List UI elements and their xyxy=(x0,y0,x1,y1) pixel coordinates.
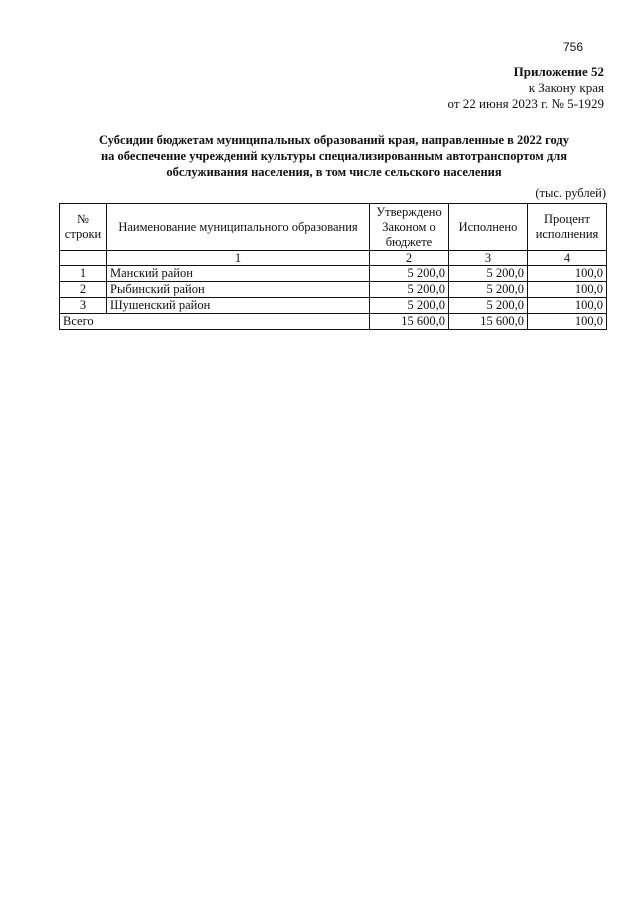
document-title-line-3: обслуживания населения, в том числе сельского населения xyxy=(166,165,502,179)
page-number: 756 xyxy=(562,40,583,54)
row-executed: 5 200,0 xyxy=(449,298,528,314)
table-row xyxy=(60,266,607,282)
header-percent-line-2: исполнения xyxy=(535,227,599,241)
table-row xyxy=(60,282,607,298)
header-municipality: Наименование муниципального образования xyxy=(107,204,370,251)
row-number: 2 xyxy=(60,282,107,298)
document-title xyxy=(60,132,608,180)
table-total-row xyxy=(60,314,607,330)
total-label: Всего xyxy=(60,314,370,330)
header-executed: Исполнено xyxy=(449,204,528,251)
row-number: 3 xyxy=(60,298,107,314)
row-municipality: Рыбинский район xyxy=(107,282,370,298)
row-percent: 100,0 xyxy=(528,282,607,298)
row-executed: 5 200,0 xyxy=(449,266,528,282)
row-percent: 100,0 xyxy=(528,266,607,282)
row-municipality: Шушенский район xyxy=(107,298,370,314)
header-approved-line-1: Утверждено xyxy=(376,204,442,219)
header-approved-line-2: Законом о xyxy=(382,219,436,234)
row-executed: 5 200,0 xyxy=(449,282,528,298)
document-title-line-1: Субсидии бюджетам муниципальных образований края, направленные в 2022 году xyxy=(98,133,570,147)
column-index-1: 1 xyxy=(107,251,370,266)
column-index-2: 2 xyxy=(370,251,449,266)
header-percent xyxy=(528,204,607,251)
total-approved: 15 600,0 xyxy=(370,314,449,330)
total-executed: 15 600,0 xyxy=(449,314,528,330)
total-percent: 100,0 xyxy=(528,314,607,330)
row-number: 1 xyxy=(60,266,107,282)
units-label: (тыс. рублей) xyxy=(535,186,606,200)
header-percent-line-1: Процент xyxy=(544,212,590,226)
row-approved: 5 200,0 xyxy=(370,282,449,298)
header-approved-line-3: бюджете xyxy=(385,234,433,249)
column-index-row xyxy=(60,251,607,266)
appendix-title: Приложение 52 xyxy=(513,64,604,79)
row-percent: 100,0 xyxy=(528,298,607,314)
table-header-row xyxy=(60,204,607,251)
header-row-number-line-1: № xyxy=(77,212,89,226)
subsidy-table xyxy=(59,203,607,330)
header-row-number xyxy=(60,204,107,251)
table-row xyxy=(60,298,607,314)
column-index-4: 4 xyxy=(528,251,607,266)
appendix-block xyxy=(448,64,604,112)
row-approved: 5 200,0 xyxy=(370,298,449,314)
header-row-number-line-2: строки xyxy=(64,227,102,241)
appendix-law-ref: к Закону края xyxy=(528,80,604,95)
header-approved xyxy=(370,204,449,251)
appendix-law-date: от 22 июня 2023 г. № 5-1929 xyxy=(447,96,604,111)
column-index-3: 3 xyxy=(449,251,528,266)
row-municipality: Манский район xyxy=(107,266,370,282)
column-index-empty xyxy=(60,251,107,266)
document-title-line-2: на обеспечение учреждений культуры специализированным автотранспортом для xyxy=(100,149,568,163)
row-approved: 5 200,0 xyxy=(370,266,449,282)
